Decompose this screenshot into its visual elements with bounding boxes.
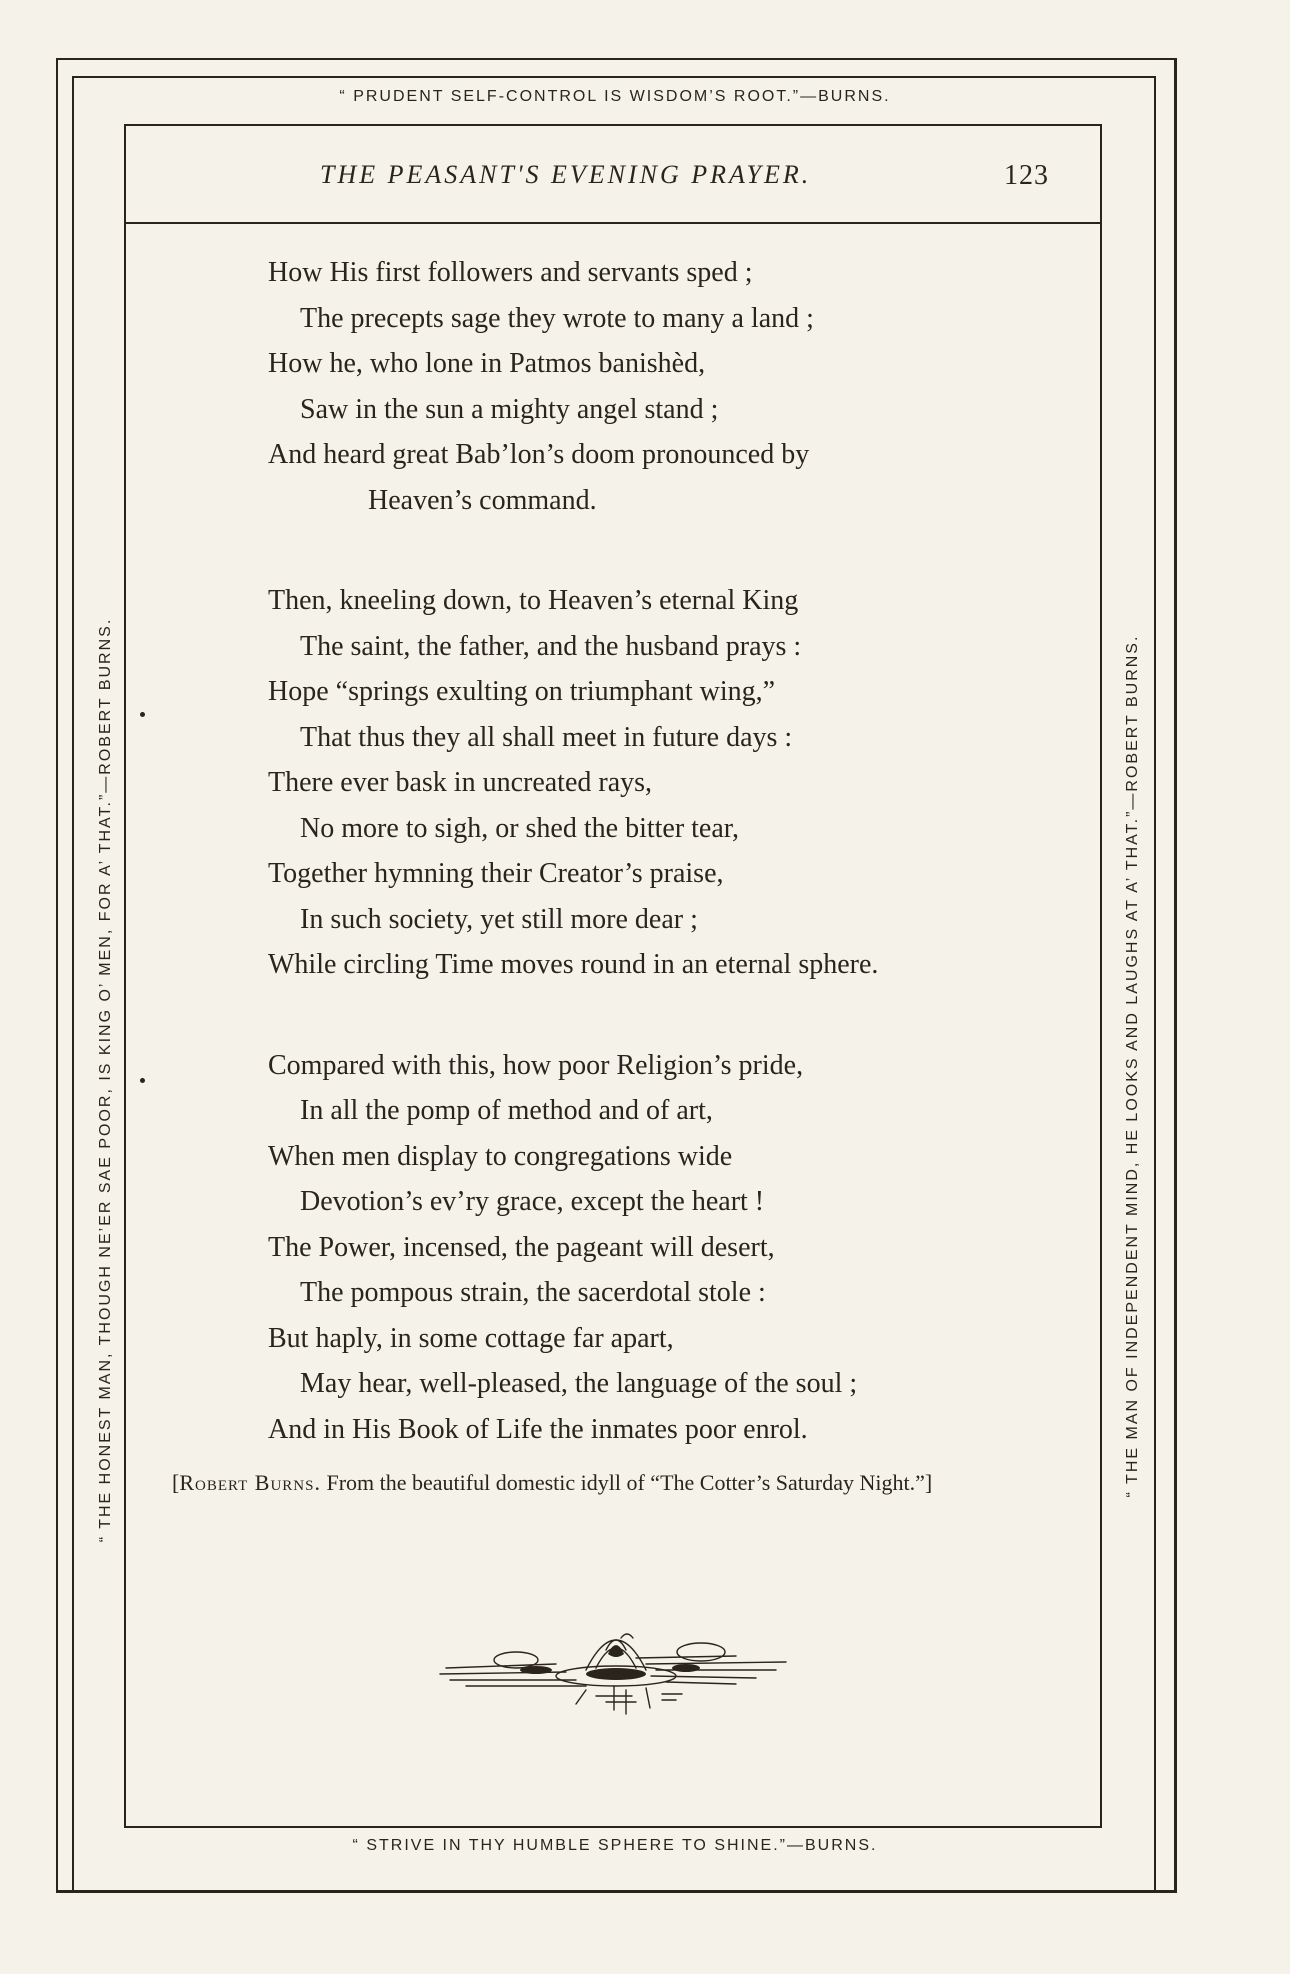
poem-body [268, 250, 1098, 1452]
poem-line: Heaven’s command. [368, 484, 597, 516]
poem-line: Saw in the sun a mighty angel stand ; [300, 393, 719, 425]
poem-line: The Power, incensed, the pageant will desert, [268, 1231, 775, 1263]
attribution-text: From the beautiful domestic idyll of “The Cotter’s Saturday Night.”] [320, 1470, 933, 1495]
poem-line: Devotion’s ev’ry grace, except the heart ! [300, 1186, 765, 1217]
poem-line: Then, kneeling down, to Heaven’s eternal King [268, 585, 799, 616]
poem-line: Together hymning their Creator’s praise, [268, 858, 724, 889]
poem-line: In such society, yet still more dear ; [300, 903, 698, 935]
attribution-author: Robert Burns. [179, 1470, 321, 1495]
poem-line: No more to sigh, or shed the bitter tear, [300, 812, 739, 844]
poem-line: The pompous strain, the sacerdotal stole : [300, 1277, 766, 1308]
poem-line: Hope “springs exulting on triumphant wing,” [268, 676, 776, 707]
stanza [268, 578, 1098, 988]
speck-mark [140, 1078, 145, 1083]
left-border-quote: “ THE HONEST MAN, THOUGH NE’ER SAE POOR, IS KING O’ MEN, FOR A’ THAT.”—ROBERT BURNS. [97, 617, 114, 1543]
page-number: 123 [1004, 160, 1049, 191]
poem-line: And in His Book of Life the inmates poor enrol. [268, 1413, 808, 1445]
poem-line: May hear, well-pleased, the language of the soul ; [300, 1368, 858, 1399]
poem-line: But haply, in some cottage far apart, [268, 1322, 674, 1354]
running-head: THE PEASANT'S EVENING PRAYER. [320, 160, 812, 189]
poem-line: Compared with this, how poor Religion’s pride, [268, 1049, 804, 1081]
speck-mark [140, 712, 145, 717]
poem-line: The precepts sage they wrote to many a land ; [300, 302, 814, 334]
poem-line: That thus they all shall meet in future days : [300, 721, 793, 753]
poem-line: There ever bask in uncreated rays, [268, 767, 653, 798]
poem-line: The saint, the father, and the husband prays : [300, 630, 802, 662]
stanza [268, 250, 1098, 523]
poem-line: While circling Time moves round in an eternal sphere. [268, 949, 879, 980]
poem-line: When men display to congregations wide [268, 1140, 733, 1172]
poem-line: And heard great Bab’lon’s doom pronounced by [268, 439, 810, 470]
poem-line: How he, who lone in Patmos banishèd, [268, 348, 706, 379]
attribution-note [172, 1467, 1092, 1499]
attribution-open: [ [172, 1470, 180, 1495]
poem-line: In all the pomp of method and of art, [300, 1095, 713, 1126]
stanza [268, 1043, 1098, 1453]
top-border-quote: “ PRUDENT SELF-CONTROL IS WISDOM’S ROOT.”—BURNS. [339, 88, 891, 105]
lily-pad-vignette-icon [436, 1610, 800, 1720]
header-rule [124, 222, 1100, 224]
poem-line: How His first followers and servants sped ; [268, 257, 753, 288]
bottom-border-quote: “ STRIVE IN THY HUMBLE SPHERE TO SHINE.”—BURNS. [352, 1837, 878, 1854]
right-border-quote: “ THE MAN OF INDEPENDENT MIND, HE LOOKS AND LAUGHS AT A’ THAT.”—ROBERT BURNS. [1124, 634, 1141, 1498]
